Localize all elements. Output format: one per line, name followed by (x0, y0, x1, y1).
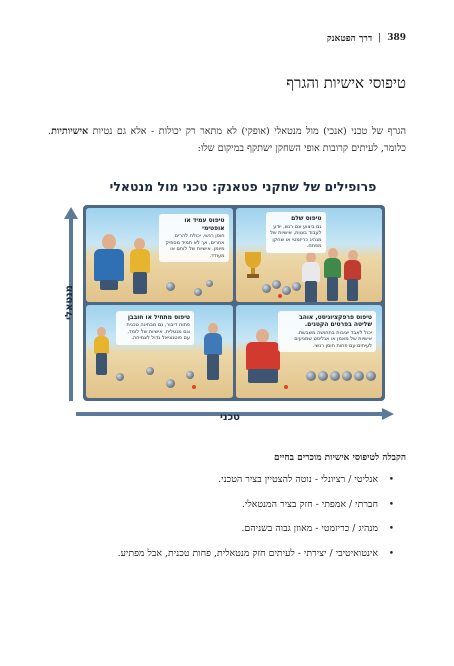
intro-text-1: הגרף של טכני (אנכי) מול מנטאלי (אופקי) לא מתאר רק יכולות - אלא גם נטיות (88, 126, 406, 137)
list-title: הקבלה לטיפוסי אישיות מוכרים בחיים (273, 453, 406, 463)
jack-ball (278, 294, 282, 298)
intro-bold: אישיותיות (51, 126, 89, 137)
list-item-text: מנהיג / כריזמטי - מאוזן גבוה בשניהם. (241, 523, 378, 534)
list-item-text: אינטואיטיבי / יצירתי - לעיתים חזק מנטאלית, פחות טכנית, אבל מפתיע. (117, 547, 378, 559)
boule-ball (354, 371, 364, 381)
list-item-text: אנליטי / רציונלי - נוטה להצטיין בציר הטכני. (218, 474, 378, 485)
panel-heading: טיפוס מתחיל או חובבן (127, 313, 190, 321)
panel-bottom-left (86, 305, 233, 399)
boule-ball (272, 280, 281, 289)
bullet: • (388, 524, 394, 534)
page-number: 389 (387, 33, 406, 43)
boule-ball (186, 371, 194, 379)
boule-ball (306, 371, 316, 381)
panel-caption (159, 214, 229, 262)
panel-top-right (236, 208, 383, 302)
bullet: • (388, 499, 394, 510)
panel-text: גם ביצוע וגם רגש, יודע לעבוד בצוות, אישיות של מנהיג כריזמטי או שחקן מפתח. (270, 223, 322, 249)
trophy-icon (242, 250, 264, 284)
list-item (48, 523, 394, 535)
boule-ball (282, 286, 291, 295)
panel-text: יכול לאבד יציבות בתחושה משבשת. אישיות של מאמן או אנליסט שמגיעים לעיתים עם פחות חוסן רגשי. (294, 329, 372, 349)
panel-caption (278, 311, 376, 353)
list-item (48, 499, 394, 511)
x-axis-label: טכני (220, 412, 240, 423)
boule-ball (206, 280, 213, 287)
panel-caption (116, 311, 194, 345)
intro-text-2: . כלומר, לעיתים קרובות אופי השחקן ישתקף במיקום שלו: (48, 126, 406, 154)
jack-ball (192, 385, 196, 389)
list-item (48, 548, 394, 560)
panel-text: פתוח דיבור, גם מבחינה טכנית וגם מנטלית. אישיות של לומד, עם פוטנציאל גדול לצמיחה. (126, 322, 190, 341)
profiles-figure (60, 179, 396, 425)
personality-list (48, 474, 394, 572)
panel-top-left (86, 208, 233, 302)
section-title: טיפוסי אישיות והגרף (286, 74, 406, 92)
boule-ball (262, 284, 271, 293)
boule-ball (166, 379, 175, 388)
bullet: • (388, 475, 394, 485)
boule-ball (116, 373, 124, 381)
figure-title: פרופילים של שחקני פטאנק: טכני מול מנטאלי (109, 179, 377, 194)
page-header (48, 31, 406, 45)
boule-ball (146, 367, 154, 375)
boule-ball (366, 371, 376, 381)
panel-caption (266, 212, 326, 253)
jack-ball (284, 385, 288, 389)
y-axis-label: מנטאלי (63, 285, 75, 320)
boule-ball (342, 371, 352, 381)
list-item (48, 474, 394, 486)
panel-text: חוסן רגשי, יכולת להרים אחרים, אך לא תמיד מספיק מיומן. אישיות של לוחם או מעודד. (165, 233, 225, 259)
boule-ball (292, 282, 301, 291)
intro-paragraph (48, 123, 406, 157)
panel-bottom-right (236, 305, 383, 399)
header-separator: | (378, 33, 382, 43)
bullet: • (388, 548, 394, 559)
list-item-text: חברתי / אמפתי - חזק בציר המנטאלי. (241, 498, 378, 510)
profiles-grid (83, 205, 385, 401)
boule-ball (330, 371, 340, 381)
panel-heading: טיפוס פרפקציוניסט, אוהב שליטה בפרטים הקטנים. (299, 313, 372, 328)
boule-ball (318, 371, 328, 381)
panel-heading: טיפוס שלם (291, 215, 322, 222)
panel-heading: טיפוס עמיד או אופטימי (184, 217, 225, 232)
book-title: דרך הפטאנק (326, 33, 373, 44)
boule-ball (166, 282, 175, 291)
boule-ball (194, 288, 202, 296)
